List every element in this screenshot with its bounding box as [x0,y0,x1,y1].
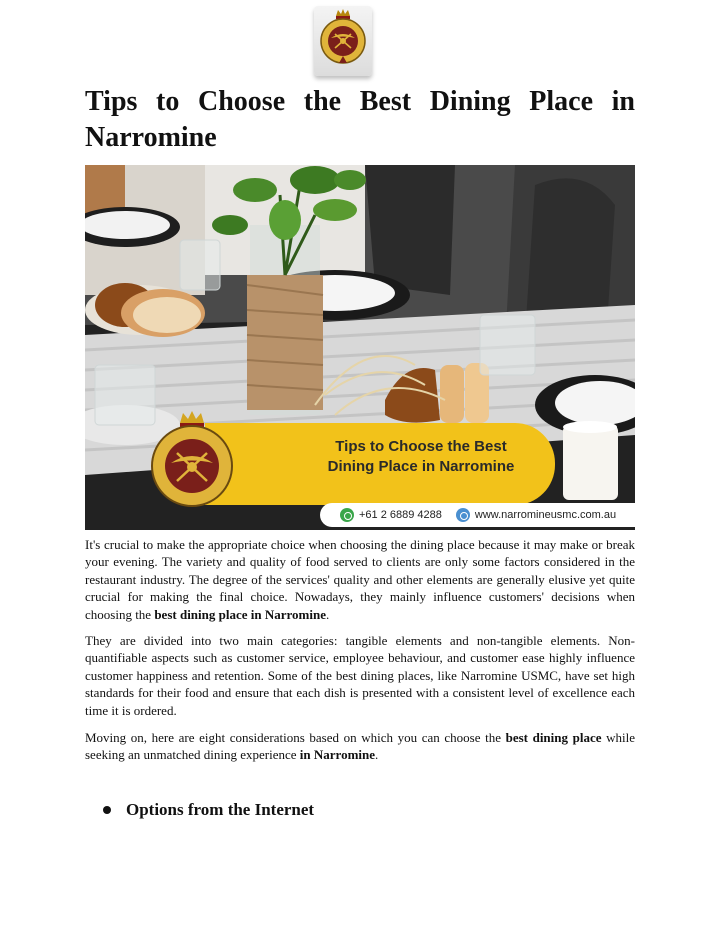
paragraph-3-mid: while seeking an unmatched dining experience [85,730,635,763]
paragraph-3-bold-1: best dining place [505,730,602,745]
club-emblem-icon [147,411,237,511]
club-logo [314,6,372,76]
paragraph-3-bold-2: in Narromine [299,747,376,763]
hero-image [85,165,635,530]
paragraph-1-text: It's crucial to make the appropriate choice when choosing the dining place because it may make or break your evening. The variety and quality of food served to clients are only some factors considered in the restaurant industry. The degree of the services' quality and other elements are generally elusive yet quite crucial for making the final choice. Nowadays, they mainly influence customers' decisions when choosing the [85,537,635,622]
globe-icon [456,508,470,522]
bullet-text: Options from the Internet [126,800,315,819]
phone-icon [340,508,354,522]
paragraph-1-bold: best dining place in Narromine [154,606,326,622]
contact-phone: +61 2 6889 4288 [359,509,442,521]
paragraph-3 [85,729,635,764]
paragraph-3-text: Moving on, here are eight considerations based on which you can choose the [85,730,506,745]
paragraph-1 [85,536,635,623]
contact-bar [320,503,635,527]
paragraph-3-end: . [375,747,379,763]
banner-line-1: Tips to Choose the Best [335,438,507,455]
promo-banner-text [281,437,561,477]
page-title: Tips to Choose the Best Dining Place in Narromine [85,86,635,153]
bullet-item [103,800,314,820]
banner-line-2: Dining Place in Narromine [327,458,515,475]
club-crest-icon [319,8,367,70]
contact-website: www.narromineusmc.com.au [474,509,617,521]
paragraph-1-end: . [326,606,330,622]
paragraph-2: They are divided into two main categories: tangible elements and non-tangible elements. Non-quantifiable aspects such as customer service, employee behaviour, and customer ease highly influence customer happiness and retention. Some of the best dining places, like Narromine USMC, have set high standards for their food and ensure that each dish is presented with a consistent level of excellence each time it is ordered. [85,633,635,718]
bullet-dot-icon [103,806,111,814]
